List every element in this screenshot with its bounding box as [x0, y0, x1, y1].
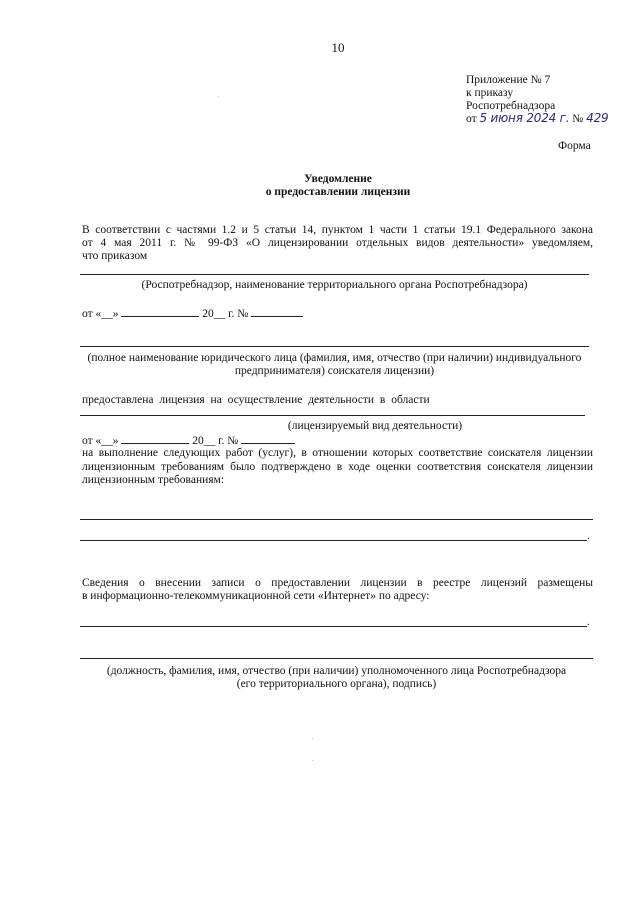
authority-blank-line: [80, 274, 589, 275]
order-number-blank: [251, 307, 303, 317]
appendix-number-sign: №: [572, 113, 584, 125]
works-line-3: лицензионным требованиям:: [82, 474, 225, 486]
registry-end-dot: .: [587, 616, 590, 628]
title-line-1: Уведомление: [304, 173, 372, 185]
intro-line-2: от 4 мая 2011 г. № 99-ФЗ «О лицензировании отдельных видов деятельности» уведомляем,: [82, 237, 593, 249]
appendix-date-prefix: от: [466, 113, 477, 125]
title-line-2: о предоставлении лицензии: [265, 186, 411, 198]
registry-blank-line: [80, 626, 587, 627]
appendix-line-2: к приказу: [466, 87, 514, 99]
page-number: 10: [331, 40, 345, 55]
works-number-blank: [241, 434, 295, 444]
appendix-line-3: Роспотребнадзора: [466, 100, 556, 112]
scan-speck: [218, 96, 219, 97]
caption-signatory-line-2: (его территориального органа), подпись): [236, 678, 437, 690]
works-line-1: на выполнение следующих работ (услуг), в отношении которых соответствие соискателя лицензии: [82, 447, 593, 459]
caption-authority: (Роспотребнадзор, наименование территориального органа Роспотребнадзора): [141, 279, 528, 291]
scan-speck: [312, 738, 313, 739]
registry-line-2: в информационно-телекоммуникационной сети «Интернет» по адресу:: [82, 590, 430, 602]
appendix-date-line: [466, 112, 608, 126]
caption-activity: (лицензируемый вид деятельности): [287, 420, 463, 432]
intro-line-1: В соответствии с частями 1.2 и 5 статьи 14, пунктом 1 части 1 статьи 19.1 Федерального закона: [82, 224, 593, 236]
handwritten-date: 5 июня 2024 г.: [479, 111, 570, 125]
signatory-blank-line: [80, 658, 593, 659]
works-date-blank: [121, 434, 189, 444]
order-date-prefix: от «__»: [82, 308, 119, 320]
activity-blank-line: [80, 415, 585, 416]
works-blank-line-2: [80, 540, 587, 541]
works-line-2: лицензионным требованиям было подтверждено в ходе оценки соответствия соискателя лицензии: [82, 461, 593, 473]
registry-line-1: Сведения о внесении записи о предоставлении лицензии в реестре лицензий размещены: [82, 577, 593, 589]
order-date-blank: [121, 307, 199, 317]
order-date-line: [82, 307, 303, 321]
works-end-dot: .: [587, 530, 590, 542]
works-blank-line-1: [80, 519, 593, 520]
works-date-line: [82, 434, 295, 448]
caption-applicant-line-1: (полное наименование юридического лица (фамилия, имя, отчество (при наличии) индивидуального: [87, 352, 582, 364]
scan-speck: [312, 760, 313, 761]
caption-applicant-line-2: предпринимателя) соискателя лицензии): [234, 365, 435, 377]
handwritten-number: 429: [586, 111, 609, 125]
intro-line-3: что приказом: [82, 250, 148, 262]
applicant-blank-line: [80, 346, 589, 347]
works-date-year: 20__ г. №: [192, 435, 239, 447]
works-date-prefix: от «__»: [82, 435, 119, 447]
appendix-line-1: Приложение № 7: [466, 74, 551, 86]
caption-signatory-line-1: (должность, фамилия, имя, отчество (при наличии) уполномоченного лица Роспотребнадзора: [106, 665, 567, 677]
order-date-year: 20__ г. №: [202, 308, 249, 320]
license-granted-text: предоставлена лицензия на осуществление деятельности в области: [82, 394, 430, 406]
form-label: Форма: [558, 140, 591, 152]
